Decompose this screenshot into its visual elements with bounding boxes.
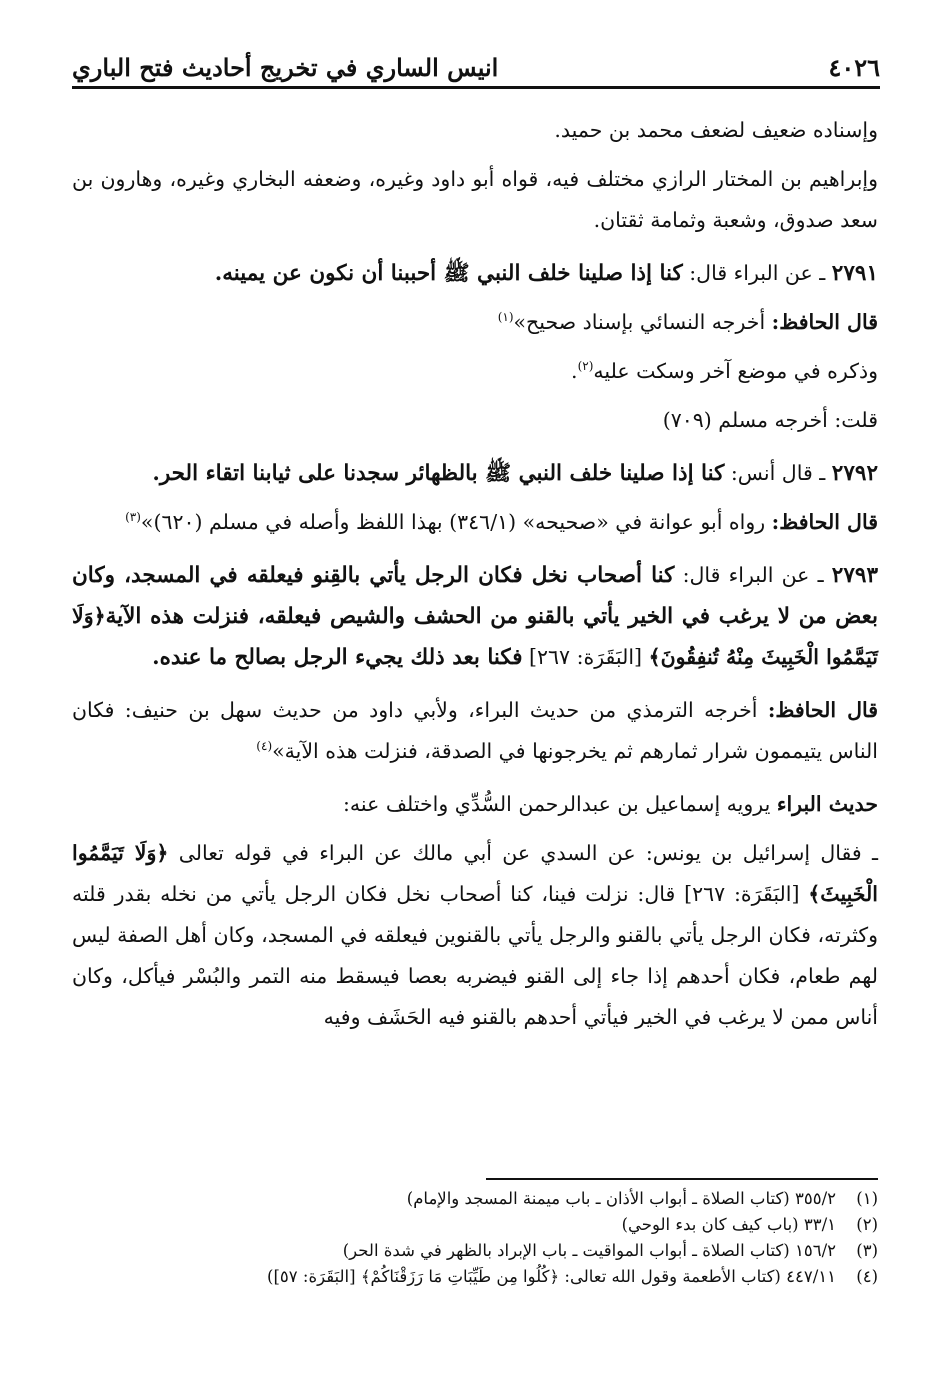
hadith-number: ٢٧٩٣ — [831, 563, 878, 588]
hadith-2792: ٢٧٩٢ ـ قال أنس: كنا إذا صلينا خلف النبي ﷺ بالظهائر سجدنا على ثيابنا اتقاء الحر. — [152, 461, 878, 486]
footnote-rule — [486, 1178, 878, 1180]
footnote-ref: (٢) — [577, 359, 594, 374]
paragraph: وإبراهيم بن المختار الرازي مختلف فيه، قواه أبو داود وغيره، وضعفه البخاري وغيره، وهارون بن سعد صدوق، وشعبة وثمامة ثقتان. — [72, 167, 878, 232]
footnote-ref: (٤) — [256, 739, 273, 754]
hadith-text: كنا أصحاب نخل فكان الرجل يأتي بالقِنو فيعلقه في المسجد، وكان بعض من لا يرغب في الخير يأتي بالقنو من الحشف والشيص فيعلقه، فنزلت هذه الآية — [72, 563, 878, 629]
hadith-2791: ٢٧٩١ ـ عن البراء قال: كنا إذا صلينا خلف النبي ﷺ أحببنا أن نكون عن يمينه. — [214, 261, 878, 286]
footnote: (٢) ٣٣/١ (باب كيف كان بدء الوحي) — [621, 1215, 878, 1234]
page-number: ٤٠٢٦ — [828, 53, 880, 82]
verse-reference: [البَقَرَة: ٢٦٧] — [522, 645, 649, 669]
paragraph: قلت: أخرجه مسلم (٧٠٩) — [662, 408, 878, 432]
paragraph: وإسناده ضعيف لضعف محمد بن حميد. — [554, 118, 878, 142]
hadith-number: ٢٧٩٢ — [831, 461, 878, 486]
hadith-text: فكنا بعد ذلك يجيء الرجل بصالح ما عنده. — [152, 645, 523, 670]
hafiz-comment: قال الحافظ: رواه أبو عوانة في «صحيحه» (٣٤٦/١) بهذا اللفظ وأصله في مسلم (٦٢٠)»$^{(٣)}$ — [125, 510, 878, 534]
hadith-number: ٢٧٩١ — [831, 261, 878, 286]
paragraph: حديث البراء يرويه إسماعيل بن عبدالرحمن السُّدِّي واختلف عنه: — [342, 792, 878, 816]
hadith-text: كنا إذا صلينا خلف النبي ﷺ أحببنا أن نكون عن يمينه. — [214, 261, 683, 286]
hadith-text: كنا إذا صلينا خلف النبي ﷺ بالظهائر سجدنا على ثيابنا اتقاء الحر. — [152, 461, 725, 486]
footnote: (١) ٣٥٥/٢ (كتاب الصلاة ـ أبواب الأذان ـ باب ميمنة المسجد والإمام) — [406, 1189, 878, 1208]
paragraph: وذكره في موضع آخر وسكت عليه$^{(٢)}$. — [571, 359, 878, 383]
running-header — [72, 38, 880, 82]
hafiz-comment: قال الحافظ: أخرجه الترمذي من حديث البراء، ولأبي داود من حديث سهل بن حنيف: فكان الناس يتيممون شرار ثمارهم ثم يخرجونها في الصدقة، فنزلت هذه الآية»$^{(٤)}$ — [72, 698, 879, 763]
quran-verse: ﴿وَلَا تَيَمَّمُوا الْخَبِيثَ﴾ — [72, 841, 878, 906]
hadith-2793: ٢٧٩٣ ـ عن البراء قال: كنا أصحاب نخل فكان الرجل يأتي بالقِنو فيعلقه في المسجد، وكان بعض من لا يرغب في الخير يأتي بالقنو من الحشف والشيص فيعلقه، فنزلت هذه الآية﴿وَلَا تَيَمَّمُوا الْخَبِيثَ مِنْهُ تُنفِقُونَ﴾ [البَقَرَة: ٢٦٧] فكنا بعد ذلك يجيء الرجل بصالح ما عنده. — [72, 563, 878, 670]
footnote-ref: (٣) — [125, 510, 141, 525]
book-title: انيس الساري في تخريج أحاديث فتح الباري — [72, 53, 499, 82]
footnote: (٣) ١٥٦/٢ (كتاب الصلاة ـ أبواب المواقيت ـ باب الإبراد بالظهر في شدة الحر) — [342, 1241, 878, 1260]
quran-verse: ﴿وَلَا تَيَمَّمُوا الْخَبِيثَ مِنْهُ تُنفِقُونَ﴾ — [72, 604, 878, 669]
hafiz-comment: قال الحافظ: أخرجه النسائي بإسناد صحيح»$^{(١)}$ — [497, 310, 878, 334]
footnotes — [72, 1186, 878, 1290]
footnote: (٤) ٤٤٧/١١ (كتاب الأطعمة وقول الله تعالى: ﴿كُلُوا مِن طَيِّبَاتِ مَا رَزَقْنَاكُمْ﴾ [البَقَرَة: ٥٧]) — [267, 1267, 878, 1286]
main-text — [72, 110, 878, 1050]
footnote-ref: (١) — [497, 310, 514, 325]
paragraph: ـ فقال إسرائيل بن يونس: عن السدي عن أبي مالك عن البراء في قوله تعالى ﴿وَلَا تَيَمَّمُوا الْخَبِيثَ﴾ [البَقَرَة: ٢٦٧] قال: نزلت فينا، كنا أصحاب نخل فكان الرجل يأتي من نخله بقدر قلته وكثرته، فكان الرجل يأتي بالقنو والرجل يأتي بالقنوين فيعلقه في المسجد، وكان أهل الصفة ليس لهم طعام، فكان أحدهم إذا جاء إلى القنو فيضربه بعصا فيسقط منه التمر والبُسْر فيأكل، وكان أناس ممن لا يرغب في الخير فيأتي أحدهم بالقنو فيه الحَشَف وفيه — [72, 841, 878, 1029]
header-rule — [72, 86, 880, 89]
